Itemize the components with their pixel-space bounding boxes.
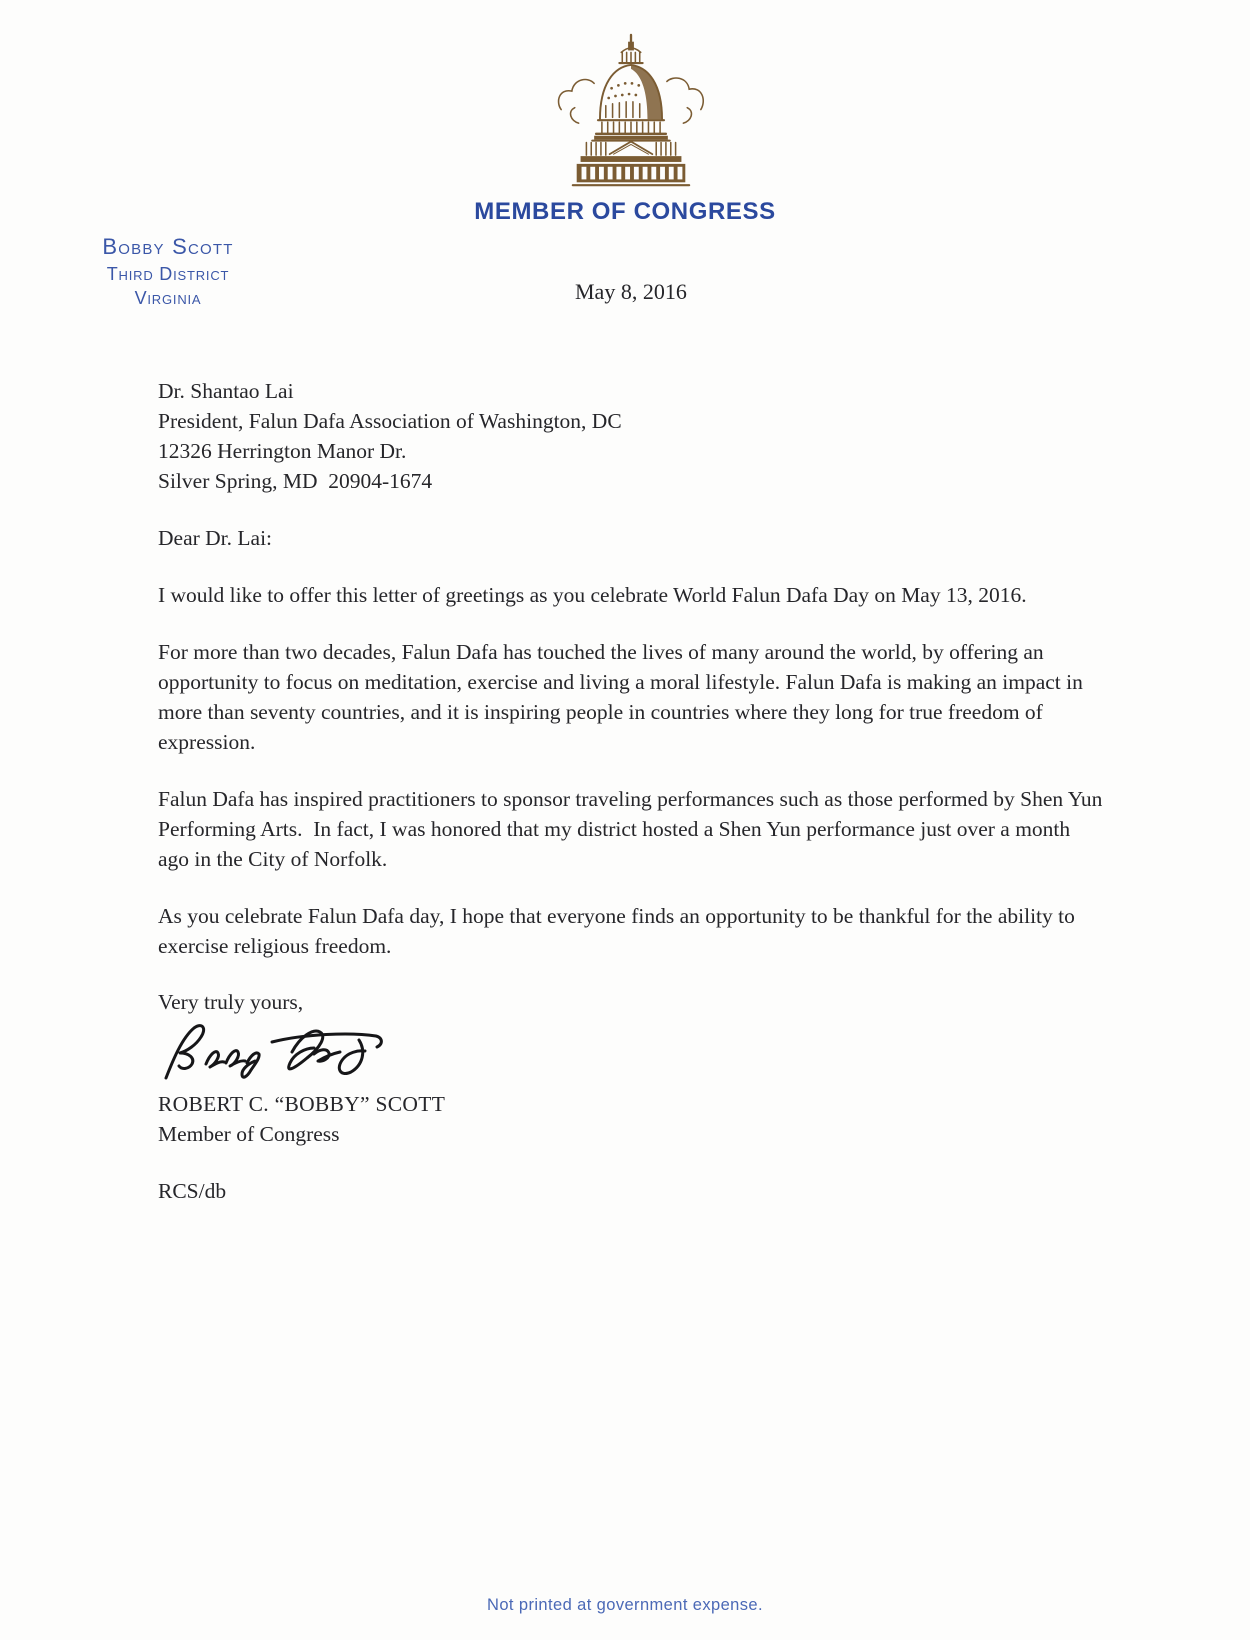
capitol-dome-icon	[553, 32, 709, 192]
capitol-dome-logo	[553, 32, 709, 192]
signature-image	[154, 1020, 399, 1084]
member-block	[88, 236, 248, 307]
paragraph-3: Falun Dafa has inspired practitioners to sponsor traveling performances such as those performed by Shen Yun Performing Arts. In fact, I was honored that my district hosted a Shen Yun performance just over a month ago in the City of Norfolk.	[158, 787, 1108, 871]
paragraph-2: For more than two decades, Falun Dafa has touched the lives of many around the world, by offering an opportunity to focus on meditation, exercise and living a moral lifestyle. Falun Dafa is making an impact in more than seventy countries, and it is inspiring people in countries where they long for true freedom of expression.	[158, 640, 1089, 754]
recipient-city-state-zip: Silver Spring, MD 20904-1674	[158, 469, 433, 493]
reference-initials: RCS/db	[158, 1179, 227, 1203]
recipient-street: 12326 Herrington Manor Dr.	[158, 439, 407, 463]
recipient-name: Dr. Shantao Lai	[158, 379, 294, 403]
signer-title: Member of Congress	[158, 1122, 340, 1146]
paragraph-4: As you celebrate Falun Dafa day, I hope that everyone finds an opportunity to be thankful for the ability to exercise religious freedom.	[158, 904, 1081, 958]
paragraph-1: I would like to offer this letter of greetings as you celebrate World Falun Dafa Day on May 13, 2016.	[158, 583, 1027, 607]
recipient-title: President, Falun Dafa Association of Washington, DC	[158, 409, 622, 433]
salutation: Dear Dr. Lai:	[158, 526, 273, 550]
letter-body	[158, 376, 1108, 1206]
member-district: Third District	[106, 264, 230, 284]
member-state: Virginia	[134, 288, 202, 308]
recipient-address	[158, 376, 1103, 496]
signer-name: ROBERT C. “BOBBY” SCOTT	[158, 1092, 446, 1116]
closing: Very truly yours,	[158, 990, 304, 1014]
letter-date: May 8, 2016	[575, 279, 687, 304]
footer-note: Not printed at government expense.	[487, 1596, 763, 1614]
member-name: Bobby Scott	[102, 234, 234, 259]
org-title: MEMBER OF CONGRESS	[474, 198, 776, 225]
